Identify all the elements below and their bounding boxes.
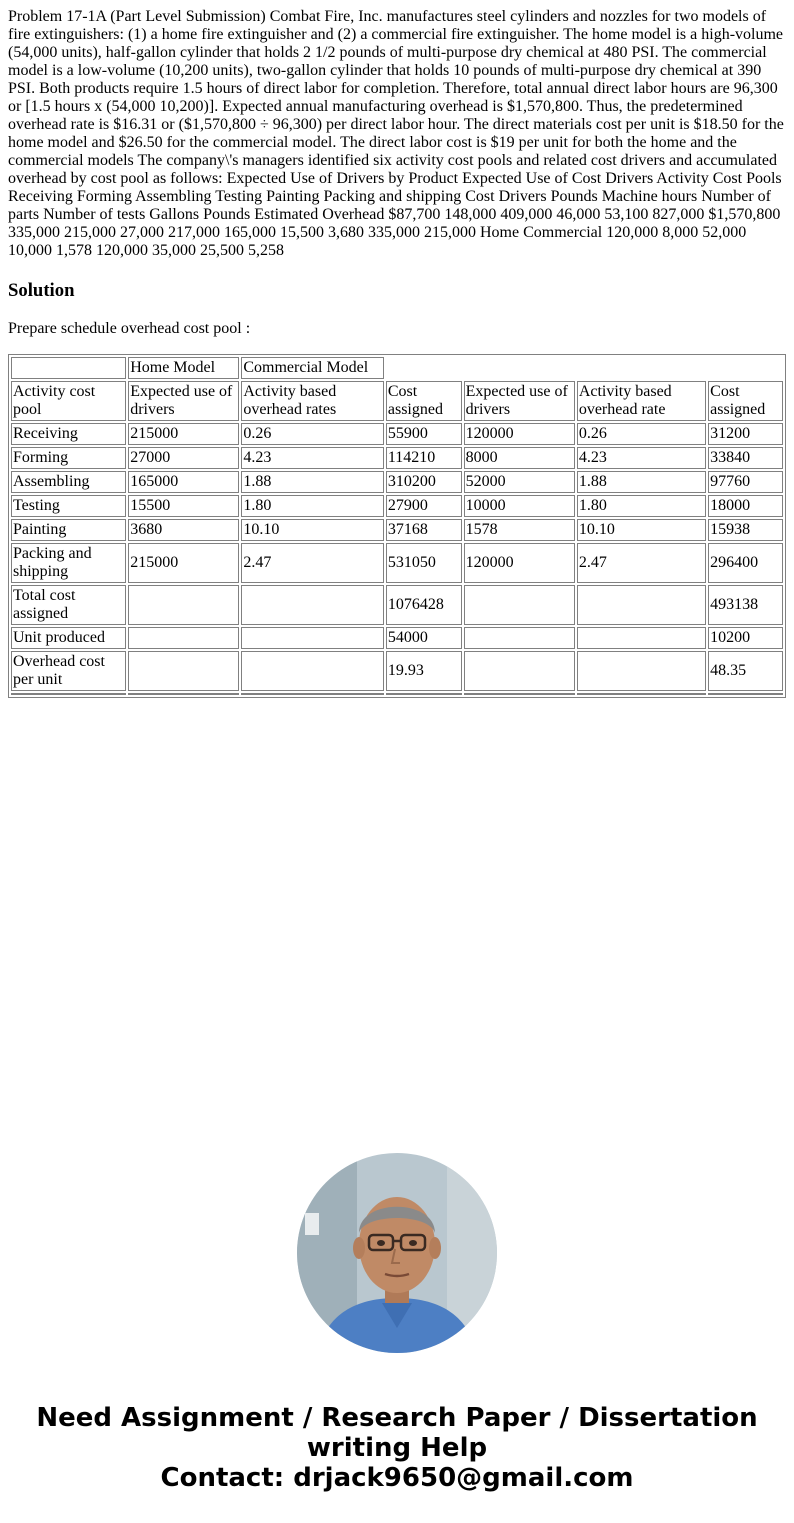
table-cell: 27900 [386, 495, 462, 517]
table-cell: 8000 [464, 447, 575, 469]
table-cell: 1.80 [241, 495, 384, 517]
blank-cell [128, 693, 239, 695]
table-cell: 97760 [708, 471, 783, 493]
footer-line-2: writing Help [306, 1433, 488, 1463]
table-cell: 1.80 [577, 495, 706, 517]
table-cell: 31200 [708, 423, 783, 445]
blank-cell [11, 693, 126, 695]
table-cell: 10.10 [241, 519, 384, 541]
column-header-row [11, 381, 783, 421]
table-cell: 1578 [464, 519, 575, 541]
table-cell [241, 627, 384, 649]
document-body [8, 8, 786, 698]
table-cell: 10.10 [577, 519, 706, 541]
table-cell: 1.88 [577, 471, 706, 493]
table-cell: 1076428 [386, 585, 462, 625]
table-cell: 15500 [128, 495, 239, 517]
group-header-commercial: Commercial Model [241, 357, 384, 379]
table-cell: 531050 [386, 543, 462, 583]
solution-heading: Solution [8, 280, 75, 301]
row-label: Testing [11, 495, 126, 517]
row-label: Assembling [11, 471, 126, 493]
table-cell: 19.93 [386, 651, 462, 691]
blank-cell [241, 693, 384, 695]
table-cell: 3680 [128, 519, 239, 541]
table-cell: 114210 [386, 447, 462, 469]
row-label: Unit produced [11, 627, 126, 649]
table-cell: 2.47 [241, 543, 384, 583]
table-cell: 10200 [708, 627, 783, 649]
row-label: Painting [11, 519, 126, 541]
table-row [11, 447, 783, 469]
group-header-empty [11, 357, 126, 379]
table-cell: 10000 [464, 495, 575, 517]
table-cell: 4.23 [577, 447, 706, 469]
table-cell: 1.88 [241, 471, 384, 493]
blank-cell [386, 693, 462, 695]
author-avatar [297, 1153, 497, 1353]
problem-text: Problem 17-1A (Part Level Submission) Combat Fire, Inc. manufactures steel cylinders and nozzles for two models of fire extinguishers: (1) a home fire extinguisher and (2) a commercial fire extinguisher. The home model is a high-volume (54,000 units), half-gallon cylinder that holds 2 1/2 pounds of multi-purpose dry chemical at 480 PSI. The commercial model is a low-volume (10,200 units), two-gallon cylinder that holds 10 pounds of multi-purpose dry chemical at 390 PSI. Both products require 1.5 hours of direct labor for completion. Therefore, total annual direct labor hours are 96,300 or [1.5 hours x (54,000 10,200)]. Expected annual manufacturing overhead is $1,570,800. Thus, the predetermined overhead rate is $16.31 or ($1,570,800 ÷ 96,300) per direct labor hour. The direct materials cost per unit is $18.50 for the home model and $26.50 for the commercial model. The direct labor cost is $19 per unit for both the home and the commercial models The company\'s managers identified six activity cost pools and related cost drivers and accumulated overhead by cost pool as follows: Expected Use of Drivers by Product Expected Use of Cost Drivers Activity Cost Pools Receiving Forming Assembling Testing Painting Packing and shipping Cost Drivers Pounds Machine hours Number of parts Number of tests Gallons Pounds Estimated Overhead $87,700 148,000 409,000 46,000 53,100 827,000 $1,570,800 335,000 215,000 27,000 217,000 165,000 15,500 3,680 335,000 215,000 Home Commercial 120,000 8,000 52,000 10,000 1,578 120,000 35,000 25,500 5,258 [8, 8, 784, 259]
group-header-home: Home Model [128, 357, 239, 379]
row-label: Total cost assigned [11, 585, 126, 625]
table-cell: 493138 [708, 585, 783, 625]
table-cell [241, 585, 384, 625]
table-cell [464, 651, 575, 691]
table-cell: 120000 [464, 543, 575, 583]
row-label: Packing and shipping [11, 543, 126, 583]
footer-banner [0, 1403, 794, 1493]
table-cell: 33840 [708, 447, 783, 469]
table-row [11, 585, 783, 625]
column-header: Activity cost pool [11, 381, 126, 421]
table-row [11, 471, 783, 493]
table-body [11, 423, 783, 695]
table-cell [577, 585, 706, 625]
table-cell: 310200 [386, 471, 462, 493]
column-header: Expected use of drivers [128, 381, 239, 421]
group-header-spacer [386, 357, 783, 379]
table-cell: 165000 [128, 471, 239, 493]
table-cell: 27000 [128, 447, 239, 469]
table-cell: 37168 [386, 519, 462, 541]
row-label: Forming [11, 447, 126, 469]
column-header: Activity based overhead rates [241, 381, 384, 421]
table-cell: 18000 [708, 495, 783, 517]
footer-contact: Contact: drjack9650@gmail.com [160, 1463, 634, 1493]
table-cell: 0.26 [241, 423, 384, 445]
table-row [11, 627, 783, 649]
table-cell: 215000 [128, 543, 239, 583]
table-cell [464, 585, 575, 625]
table-cell [577, 627, 706, 649]
group-header-row [11, 357, 783, 379]
table-cell: 215000 [128, 423, 239, 445]
table-cell [128, 585, 239, 625]
blank-cell [577, 693, 706, 695]
table-cell: 296400 [708, 543, 783, 583]
table-cell: 15938 [708, 519, 783, 541]
column-header: Cost assigned [386, 381, 462, 421]
table-cell: 0.26 [577, 423, 706, 445]
table-cell: 2.47 [577, 543, 706, 583]
blank-cell [464, 693, 575, 695]
table-cell [577, 651, 706, 691]
column-header: Cost assigned [708, 381, 783, 421]
table-row [11, 651, 783, 691]
table-row [11, 423, 783, 445]
table-cell: 52000 [464, 471, 575, 493]
table-cell: 120000 [464, 423, 575, 445]
table-cell [128, 627, 239, 649]
column-header: Expected use of drivers [464, 381, 575, 421]
row-label: Overhead cost per unit [11, 651, 126, 691]
table-cell [128, 651, 239, 691]
footer-line-1: Need Assignment / Research Paper / Dissertation [36, 1403, 758, 1433]
table-row [11, 495, 783, 517]
portrait-image [297, 1153, 497, 1353]
table-cell: 54000 [386, 627, 462, 649]
table-row [11, 543, 783, 583]
overhead-schedule-table [8, 354, 786, 698]
prepare-text: Prepare schedule overhead cost pool : [8, 320, 251, 337]
table-cell [464, 627, 575, 649]
table-cell: 4.23 [241, 447, 384, 469]
table-cell: 55900 [386, 423, 462, 445]
row-label: Receiving [11, 423, 126, 445]
table-cell: 48.35 [708, 651, 783, 691]
column-header: Activity based overhead rate [577, 381, 706, 421]
table-blank-row [11, 693, 783, 695]
table-cell [241, 651, 384, 691]
table-row [11, 519, 783, 541]
blank-cell [708, 693, 783, 695]
